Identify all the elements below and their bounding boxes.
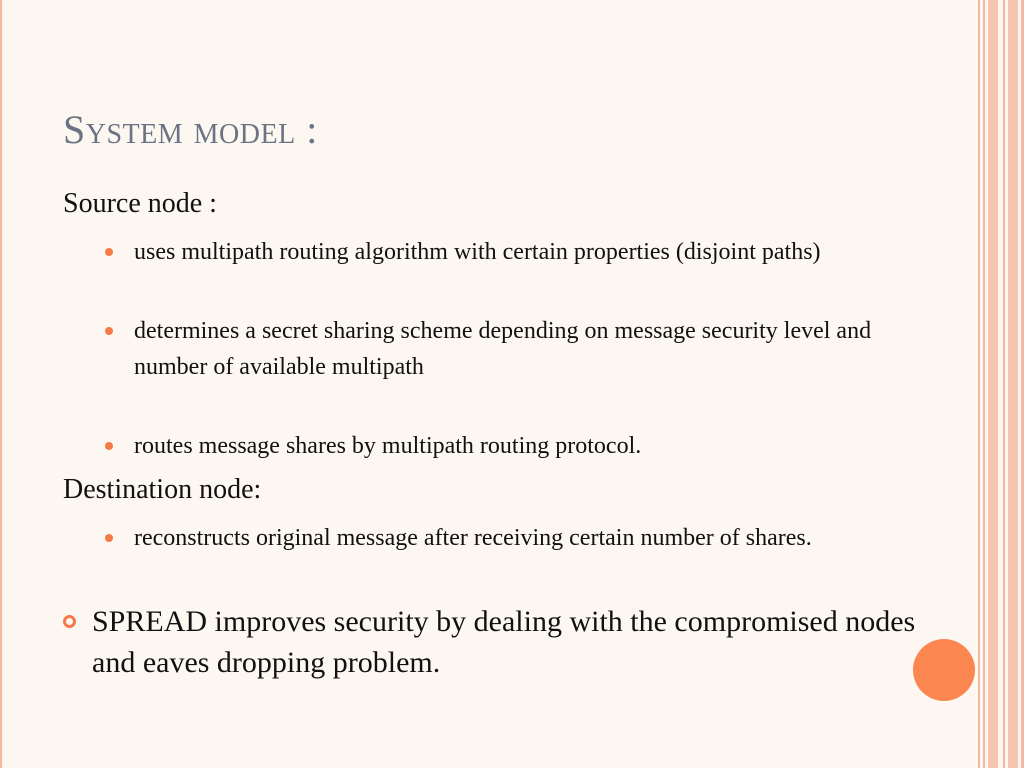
list-item [105, 428, 895, 464]
left-border-rule [0, 0, 2, 768]
slide-title: System model : [63, 107, 318, 152]
decorative-stripe [978, 0, 980, 768]
list-item [105, 313, 895, 385]
decorative-stripe [1008, 0, 1018, 768]
list-item-text: routes message shares by multipath routing protocol. [134, 433, 642, 459]
list-item [105, 234, 895, 270]
destination-node-heading: Destination node: [63, 474, 262, 505]
bullet-dot-icon [105, 248, 113, 256]
list-item-text: reconstructs original message after receiving certain number of shares. [134, 525, 812, 551]
decorative-stripe [983, 0, 985, 768]
main-point [63, 601, 923, 683]
ring-bullet-icon [63, 615, 76, 628]
main-point-text: SPREAD improves security by dealing with the compromised nodes and eaves dropping problem. [92, 605, 916, 679]
list-item-text: uses multipath routing algorithm with certain properties (disjoint paths) [134, 239, 821, 265]
bullet-dot-icon [105, 534, 113, 542]
bullet-dot-icon [105, 327, 113, 335]
decorative-stripe [1003, 0, 1005, 768]
list-item [105, 520, 895, 556]
list-item-text: determines a secret sharing scheme depending on message security level and number of available multipath [134, 318, 872, 380]
source-node-heading: Source node : [63, 188, 217, 219]
bullet-dot-icon [105, 442, 113, 450]
decorative-stripe [988, 0, 998, 768]
